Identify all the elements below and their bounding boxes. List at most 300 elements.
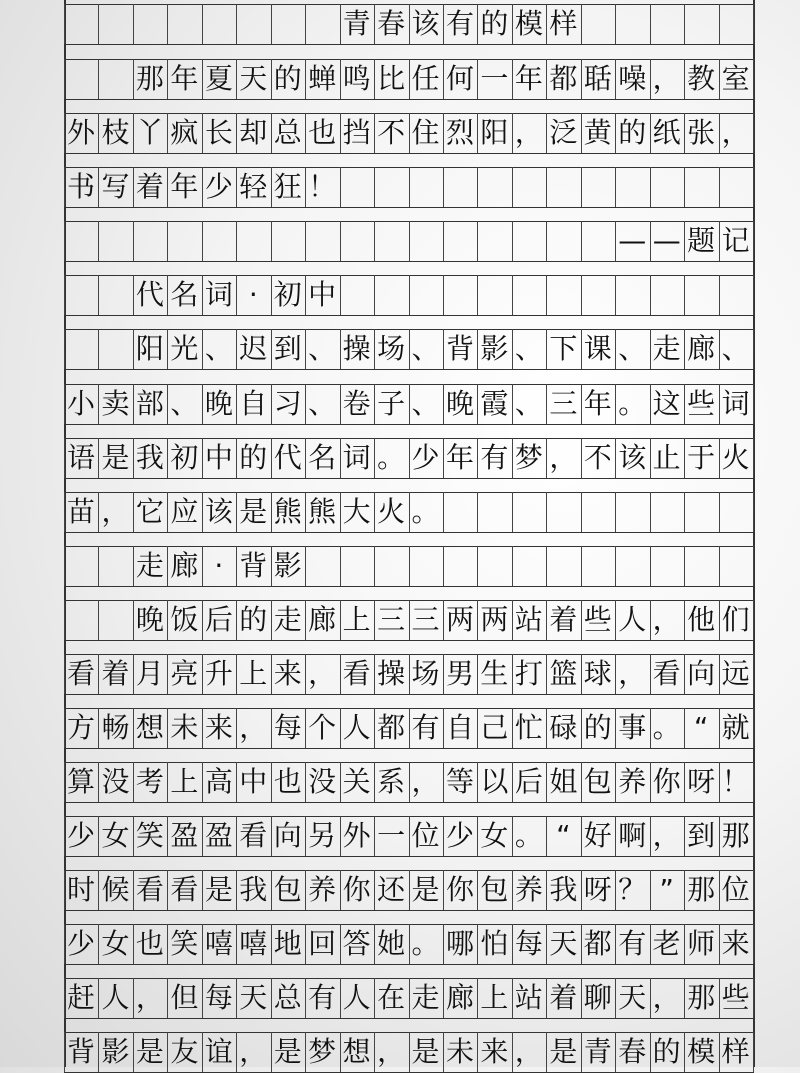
grid-character: 任 xyxy=(411,62,440,95)
grid-character: 烈 xyxy=(445,116,474,149)
grid-divider xyxy=(753,924,754,964)
grid-character: 苗 xyxy=(67,495,96,528)
grid-character: 场 xyxy=(377,332,406,365)
grid-row xyxy=(0,762,800,802)
grid-character: 、 xyxy=(204,332,233,365)
grid-character: 每 xyxy=(204,981,233,1014)
grid-character: 该 xyxy=(204,495,233,528)
grid-divider xyxy=(477,221,478,261)
grid-line xyxy=(64,964,754,965)
grid-character: 也 xyxy=(135,927,164,960)
grid-character: 室 xyxy=(721,62,750,95)
grid-character: 丫 xyxy=(135,116,164,149)
grid-character: 女 xyxy=(101,819,130,852)
grid-character: 张 xyxy=(687,116,716,149)
grid-line xyxy=(64,207,754,208)
grid-character: 己 xyxy=(480,711,509,744)
grid-divider xyxy=(753,600,754,640)
grid-character: 聊 xyxy=(583,981,612,1014)
grid-character: 你 xyxy=(445,873,474,906)
grid-character: 那 xyxy=(721,819,750,852)
grid-divider xyxy=(650,492,651,532)
grid-character: 着 xyxy=(549,981,578,1014)
grid-divider xyxy=(133,221,134,261)
grid-divider xyxy=(615,167,616,207)
grid-character: 男 xyxy=(445,657,474,690)
grid-character: 老 xyxy=(652,927,681,960)
grid-divider xyxy=(340,275,341,315)
grid-divider xyxy=(546,546,547,586)
grid-character: 黄 xyxy=(583,116,612,149)
grid-character: 阳 xyxy=(135,332,164,365)
grid-character: 来 xyxy=(480,1035,509,1068)
grid-divider xyxy=(340,546,341,586)
grid-character: 下 xyxy=(549,332,578,365)
grid-character: 梦 xyxy=(514,441,543,474)
grid-character: 应 xyxy=(170,495,199,528)
grid-character: ， xyxy=(377,1035,406,1068)
grid-character: 未 xyxy=(445,1035,474,1068)
grid-character: 狂 xyxy=(273,170,302,203)
grid-character: 球 xyxy=(583,657,612,690)
grid-character: 包 xyxy=(480,873,509,906)
grid-divider xyxy=(98,59,99,99)
grid-divider xyxy=(581,221,582,261)
grid-divider xyxy=(719,4,720,44)
grid-character: 的 xyxy=(239,441,268,474)
grid-character: 呀 xyxy=(583,873,612,906)
grid-divider xyxy=(443,221,444,261)
grid-character: 影 xyxy=(101,1035,130,1068)
grid-character: 些 xyxy=(721,981,750,1014)
grid-character: 教 xyxy=(687,62,716,95)
grid-character: 自 xyxy=(445,711,474,744)
grid-character: 篮 xyxy=(549,657,578,690)
grid-character: 背 xyxy=(445,332,474,365)
grid-character: 看 xyxy=(239,819,268,852)
grid-character: 关 xyxy=(342,765,371,798)
grid-character: 廊 xyxy=(308,603,337,636)
grid-divider xyxy=(512,221,513,261)
grid-character: 我 xyxy=(239,873,268,906)
grid-character: 有 xyxy=(480,441,509,474)
grid-character: 就 xyxy=(721,711,750,744)
grid-character: 外 xyxy=(342,819,371,852)
grid-divider xyxy=(374,275,375,315)
signature-character: — xyxy=(618,224,647,257)
grid-character: 疯 xyxy=(170,116,199,149)
grid-line xyxy=(64,694,754,695)
grid-divider xyxy=(167,221,168,261)
grid-character: 样 xyxy=(721,1035,750,1068)
grid-character: 的 xyxy=(583,711,612,744)
grid-character: 、 xyxy=(514,387,543,420)
grid-divider xyxy=(753,221,754,261)
grid-character: 我 xyxy=(549,873,578,906)
grid-character: 名 xyxy=(308,441,337,474)
grid-divider xyxy=(443,546,444,586)
grid-character: 是 xyxy=(239,495,268,528)
grid-character: 还 xyxy=(377,873,406,906)
grid-character: 你 xyxy=(342,873,371,906)
grid-character: 词 xyxy=(204,278,233,311)
grid-divider xyxy=(477,546,478,586)
grid-character: 一 xyxy=(480,62,509,95)
grid-character: 上 xyxy=(239,657,268,690)
grid-character: 少 xyxy=(67,927,96,960)
grid-character: 习 xyxy=(273,387,302,420)
grid-divider xyxy=(581,492,582,532)
grid-divider xyxy=(684,167,685,207)
grid-character: 自 xyxy=(239,387,268,420)
grid-character: 影 xyxy=(480,332,509,365)
grid-character: 泛 xyxy=(549,116,578,149)
grid-divider xyxy=(305,221,306,261)
grid-character: 着 xyxy=(101,657,130,690)
grid-character: 有 xyxy=(411,711,440,744)
grid-row xyxy=(0,492,800,532)
grid-row xyxy=(0,438,800,478)
grid-character: 词 xyxy=(342,441,371,474)
grid-character: 梦 xyxy=(308,1035,337,1068)
grid-divider xyxy=(753,762,754,802)
grid-character: 、 xyxy=(514,332,543,365)
grid-divider xyxy=(167,4,168,44)
grid-character: 是 xyxy=(101,441,130,474)
grid-character: 考 xyxy=(135,765,164,798)
grid-character: ， xyxy=(652,62,681,95)
grid-character: 晚 xyxy=(204,387,233,420)
grid-character: 中 xyxy=(204,441,233,474)
grid-character: ， xyxy=(308,657,337,690)
grid-line xyxy=(64,748,754,749)
grid-character: 代 xyxy=(135,278,164,311)
grid-character: 总 xyxy=(273,116,302,149)
grid-character: 向 xyxy=(273,819,302,852)
grid-line xyxy=(64,478,754,479)
grid-divider xyxy=(719,546,720,586)
grid-character: 人 xyxy=(101,981,130,1014)
grid-character: 盈 xyxy=(170,819,199,852)
grid-character: 何 xyxy=(445,62,474,95)
grid-character: 我 xyxy=(135,441,164,474)
grid-character: ， xyxy=(135,981,164,1014)
grid-divider xyxy=(753,113,754,153)
grid-character: 、 xyxy=(411,332,440,365)
grid-character: 两 xyxy=(445,603,474,636)
grid-character: 位 xyxy=(411,819,440,852)
grid-character: 养 xyxy=(514,873,543,906)
grid-divider xyxy=(581,275,582,315)
grid-divider xyxy=(650,275,651,315)
grid-character: 候 xyxy=(101,873,130,906)
grid-divider xyxy=(477,275,478,315)
grid-character: 另 xyxy=(308,819,337,852)
grid-character: 年 xyxy=(170,170,199,203)
grid-divider xyxy=(753,4,754,44)
grid-character: 、 xyxy=(308,387,337,420)
grid-character: 包 xyxy=(583,765,612,798)
grid-row xyxy=(0,275,800,315)
grid-character: 上 xyxy=(342,603,371,636)
grid-character: 天 xyxy=(239,981,268,1014)
grid-character: 春 xyxy=(618,1035,647,1068)
grid-character: 到 xyxy=(687,819,716,852)
grid-character: 卷 xyxy=(342,387,371,420)
grid-character: 高 xyxy=(204,765,233,798)
grid-row xyxy=(0,816,800,856)
grid-character: 师 xyxy=(687,927,716,960)
grid-character: 部 xyxy=(135,387,164,420)
grid-character: 看 xyxy=(67,657,96,690)
grid-character: 看 xyxy=(135,873,164,906)
grid-character: 站 xyxy=(514,981,543,1014)
grid-character: 走 xyxy=(411,981,440,1014)
grid-character: 打 xyxy=(514,657,543,690)
grid-character: 。 xyxy=(514,819,543,852)
grid-character: 该 xyxy=(411,7,440,40)
grid-character: 少 xyxy=(445,819,474,852)
grid-character: 友 xyxy=(170,1035,199,1068)
grid-character: 想 xyxy=(135,711,164,744)
grid-character: 长 xyxy=(204,116,233,149)
grid-character: 是 xyxy=(549,1035,578,1068)
grid-character: 语 xyxy=(67,441,96,474)
grid-character: 饭 xyxy=(170,603,199,636)
grid-character: 青 xyxy=(583,1035,612,1068)
grid-divider xyxy=(615,4,616,44)
grid-character: 都 xyxy=(583,927,612,960)
grid-character: 年 xyxy=(514,62,543,95)
grid-divider xyxy=(305,4,306,44)
grid-character: 生 xyxy=(480,657,509,690)
grid-character: 中 xyxy=(239,765,268,798)
grid-character: 是 xyxy=(411,1035,440,1068)
grid-divider xyxy=(615,546,616,586)
grid-character: 都 xyxy=(377,711,406,744)
grid-character: 外 xyxy=(67,116,96,149)
grid-character: ！ xyxy=(721,765,750,798)
grid-character: 名 xyxy=(170,278,199,311)
grid-divider xyxy=(409,275,410,315)
grid-character: 有 xyxy=(445,7,474,40)
grid-character: 年 xyxy=(583,387,612,420)
grid-character: · xyxy=(214,549,224,582)
grid-character: 、 xyxy=(308,332,337,365)
grid-character: 有 xyxy=(618,927,647,960)
grid-character: 廊 xyxy=(170,549,199,582)
grid-character: 也 xyxy=(273,765,302,798)
grid-character: 没 xyxy=(308,765,337,798)
grid-character: 等 xyxy=(445,765,474,798)
grid-divider xyxy=(753,816,754,856)
grid-character: 挡 xyxy=(342,116,371,149)
grid-character: 好 xyxy=(583,819,612,852)
grid-character: 哪 xyxy=(445,927,474,960)
grid-character: 走 xyxy=(135,549,164,582)
grid-character: 方 xyxy=(67,711,96,744)
grid-divider xyxy=(374,546,375,586)
grid-character: 位 xyxy=(721,873,750,906)
grid-character: 每 xyxy=(273,711,302,744)
grid-character: 没 xyxy=(101,765,130,798)
grid-character: 不 xyxy=(583,441,612,474)
grid-character: 后 xyxy=(514,765,543,798)
grid-character: 鸣 xyxy=(342,62,371,95)
grid-divider xyxy=(581,167,582,207)
signature-character: — xyxy=(652,224,681,257)
grid-divider xyxy=(409,546,410,586)
grid-character: 比 xyxy=(377,62,406,95)
grid-divider xyxy=(719,492,720,532)
grid-divider xyxy=(546,221,547,261)
grid-character: 聒 xyxy=(583,62,612,95)
grid-character: 未 xyxy=(170,711,199,744)
grid-divider xyxy=(615,492,616,532)
grid-character: 写 xyxy=(101,170,130,203)
grid-character: ， xyxy=(239,1035,268,1068)
grid-character: 纸 xyxy=(652,116,681,149)
grid-character: 操 xyxy=(342,332,371,365)
grid-character: ， xyxy=(514,116,543,149)
grid-character: 想 xyxy=(342,1035,371,1068)
grid-character: 养 xyxy=(308,873,337,906)
grid-character: 阳 xyxy=(480,116,509,149)
grid-character: 的 xyxy=(652,1035,681,1068)
grid-row xyxy=(0,978,800,1018)
grid-character: 。 xyxy=(411,495,440,528)
grid-character: 它 xyxy=(135,495,164,528)
grid-row xyxy=(0,870,800,910)
grid-character: 在 xyxy=(377,981,406,1014)
grid-character: 的 xyxy=(480,7,509,40)
grid-character: 的 xyxy=(618,116,647,149)
grid-divider xyxy=(202,221,203,261)
grid-character: ， xyxy=(618,657,647,690)
grid-divider xyxy=(546,167,547,207)
grid-character: 天 xyxy=(239,62,268,95)
grid-line xyxy=(64,856,754,857)
grid-character: 后 xyxy=(204,603,233,636)
grid-character: 但 xyxy=(170,981,199,1014)
grid-character: 、 xyxy=(618,332,647,365)
grid-character: 中 xyxy=(308,278,337,311)
grid-row xyxy=(0,384,800,424)
grid-character: 你 xyxy=(652,765,681,798)
grid-character: 啊 xyxy=(618,819,647,852)
grid-character: ， xyxy=(652,819,681,852)
grid-character: ， xyxy=(411,765,440,798)
grid-character: 晚 xyxy=(135,603,164,636)
grid-divider xyxy=(581,546,582,586)
grid-character: ， xyxy=(549,441,578,474)
grid-divider xyxy=(512,546,513,586)
grid-divider xyxy=(753,275,754,315)
grid-character: 书 xyxy=(67,170,96,203)
grid-character: 月 xyxy=(135,657,164,690)
grid-character: 该 xyxy=(618,441,647,474)
grid-character: 。 xyxy=(411,927,440,960)
grid-character: 以 xyxy=(480,765,509,798)
grid-character: ” xyxy=(659,873,674,906)
grid-divider xyxy=(443,492,444,532)
grid-character: 地 xyxy=(273,927,302,960)
grid-character: 这 xyxy=(652,387,681,420)
grid-divider xyxy=(581,4,582,44)
grid-character: 初 xyxy=(170,441,199,474)
grid-character: ， xyxy=(101,495,130,528)
grid-line xyxy=(64,99,754,100)
grid-character: 、 xyxy=(170,387,199,420)
grid-character: 的 xyxy=(273,62,302,95)
grid-character: 、 xyxy=(411,387,440,420)
grid-row xyxy=(0,59,800,99)
grid-character: ？ xyxy=(618,873,647,906)
grid-divider xyxy=(64,329,65,369)
grid-character: 的 xyxy=(239,603,268,636)
grid-character: 系 xyxy=(377,765,406,798)
grid-character: 站 xyxy=(514,603,543,636)
grid-divider xyxy=(753,870,754,910)
grid-character: 她 xyxy=(377,927,406,960)
grid-character: 亮 xyxy=(170,657,199,690)
grid-character: 来 xyxy=(273,657,302,690)
grid-character: 却 xyxy=(239,116,268,149)
grid-line xyxy=(64,153,754,154)
grid-character: 总 xyxy=(273,981,302,1014)
grid-character: 笑 xyxy=(170,927,199,960)
grid-line xyxy=(64,640,754,641)
grid-row xyxy=(0,4,800,44)
grid-character: 青 xyxy=(342,7,371,40)
grid-divider xyxy=(374,167,375,207)
grid-line xyxy=(64,424,754,425)
grid-divider xyxy=(753,167,754,207)
grid-character: ， xyxy=(652,603,681,636)
grid-divider xyxy=(615,275,616,315)
grid-character: 子 xyxy=(377,387,406,420)
grid-character: 晚 xyxy=(445,387,474,420)
grid-line xyxy=(64,369,754,370)
grid-character: 枝 xyxy=(101,116,130,149)
grid-character: 人 xyxy=(342,711,371,744)
grid-character: 天 xyxy=(549,927,578,960)
grid-divider xyxy=(719,167,720,207)
grid-row xyxy=(0,329,800,369)
grid-line xyxy=(64,261,754,262)
grid-character: 年 xyxy=(445,441,474,474)
grid-divider xyxy=(719,275,720,315)
grid-divider xyxy=(684,4,685,44)
grid-character: 火 xyxy=(721,441,750,474)
grid-divider xyxy=(753,329,754,369)
grid-divider xyxy=(650,167,651,207)
grid-character: 畅 xyxy=(101,711,130,744)
grid-character: 初 xyxy=(273,278,302,311)
grid-character: 看 xyxy=(342,657,371,690)
grid-divider xyxy=(340,221,341,261)
grid-character: 事 xyxy=(618,711,647,744)
grid-character: 个 xyxy=(308,711,337,744)
grid-character: 嘻 xyxy=(239,927,268,960)
grid-divider xyxy=(477,167,478,207)
grid-divider xyxy=(753,384,754,424)
grid-row xyxy=(0,708,800,748)
grid-character: 场 xyxy=(411,657,440,690)
grid-character: 夏 xyxy=(204,62,233,95)
grid-divider xyxy=(477,492,478,532)
grid-divider xyxy=(305,546,306,586)
